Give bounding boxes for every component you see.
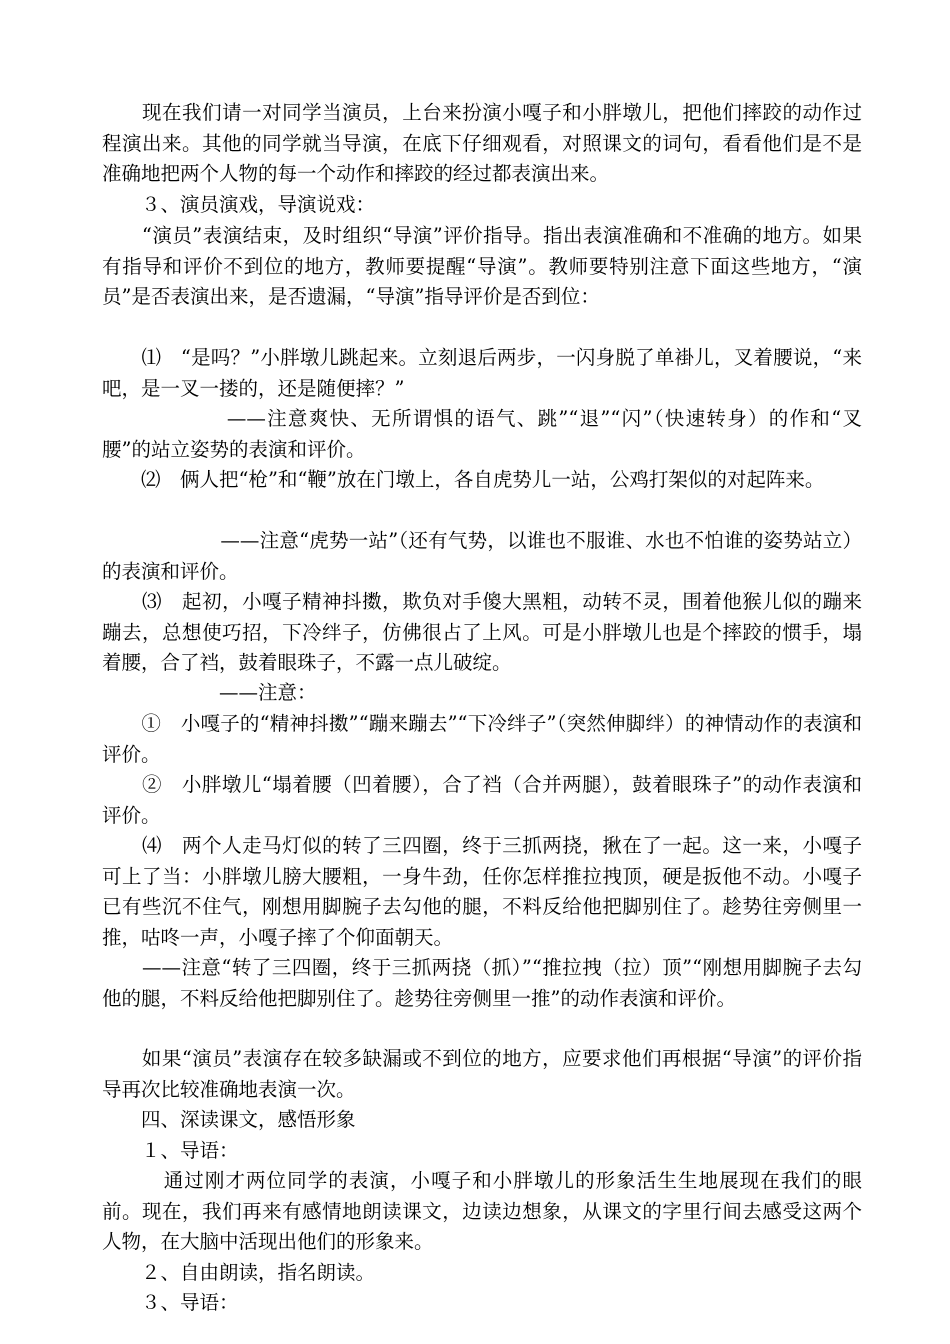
note-4: ——注意“转了三四圈，终于三抓两挠（抓）”“推拉拽（拉）顶”“刚想用脚腕子去勾他的腿，不料反给他把脚别住了。趁势往旁侧里一推”的动作表演和评价。 bbox=[102, 956, 862, 1010]
paragraph-evaluation: “演员”表演结束，及时组织“导演”评价指导。指出表演准确和不准确的地方。如果有指导和评价不到位的地方，教师要提醒“导演”。教师要特别注意下面这些地方，“演员”是否表演出来，是否遗漏，“导演”指导评价是否到位： bbox=[102, 224, 862, 308]
heading-step-3b: ３、导语： bbox=[102, 1291, 239, 1314]
paragraph-guide-1: 通过刚才两位同学的表演，小嘎子和小胖墩儿的形象活生生地展现在我们的眼前。现在，我们再来有感情地朗读课文，边读边想象，从课文的字里行间去感受这两个人物，在大脑中活现出他们的形象来。 bbox=[102, 1169, 862, 1253]
quote-4: ⑷ 两个人走马灯似的转了三四圈，终于三抓两挠，揪在了一起。这一来，小嘎子可上了当：小胖墩儿膀大腰粗，一身牛劲，任你怎样推拉拽顶，硬是扳他不动。小嘎子已有些沉不住气，刚想用脚腕子去勾他的腿，不料反给他把脚别住了。趁势往旁侧里一推，咕咚一声，小嘎子摔了个仰面朝天。 bbox=[102, 834, 862, 949]
paragraph-intro: 现在我们请一对同学当演员，上台来扮演小嘎子和小胖墩儿，把他们摔跤的动作过程演出来。其他的同学就当导演，在底下仔细观看，对照课文的词句，看看他们是不是准确地把两个人物的每一个动作和摔跤的经过都表演出来。 bbox=[102, 101, 862, 185]
quote-1: ⑴ “是吗？”小胖墩儿跳起来。立刻退后两步，一闪身脱了单褂儿，叉着腰说，“来吧，是一叉一搂的，还是随便摔？” bbox=[102, 346, 862, 400]
note-1: ——注意爽快、无所谓惧的语气、跳”“退”“闪”（快速转身）的作和“叉腰”的站立姿势的表演和评价。 bbox=[102, 407, 862, 461]
heading-step-1: １、导语： bbox=[102, 1139, 239, 1162]
note-3-item-2: ② 小胖墩儿“塌着腰（凹着腰），合了裆（合并两腿），鼓着眼珠子”的动作表演和评价。 bbox=[102, 773, 862, 827]
heading-step-2: ２、自由朗读，指名朗读。 bbox=[102, 1261, 376, 1284]
note-3-item-1: ① 小嘎子的“精神抖擞”“蹦来蹦去”“下冷绊子”（突然伸脚绊）的神情动作的表演和评价。 bbox=[102, 712, 862, 766]
note-3: ——注意： bbox=[102, 681, 317, 704]
heading-section-4: 四、深读课文，感悟形象 bbox=[102, 1108, 356, 1131]
note-2: ——注意“虎势一站”（还有气势，以谁也不服谁、水也不怕谁的姿势站立）的表演和评价。 bbox=[102, 529, 862, 583]
quote-2: ⑵ 俩人把“枪”和“鞭”放在门墩上，各自虎势儿一站，公鸡打架似的对起阵来。 bbox=[102, 468, 825, 491]
heading-step-3: ３、演员演戏，导演说戏： bbox=[102, 193, 376, 216]
paragraph-repeat: 如果“演员”表演存在较多缺漏或不到位的地方，应要求他们再根据“导演”的评价指导再次比较准确地表演一次。 bbox=[102, 1047, 862, 1101]
quote-3: ⑶ 起初，小嘎子精神抖擞，欺负对手傻大黑粗，动转不灵，围着他猴儿似的蹦来蹦去，总想使巧招，下冷绊子，仿佛很占了上风。可是小胖墩儿也是个摔跤的惯手，塌着腰，合了裆，鼓着眼珠子，不露一点儿破绽。 bbox=[102, 590, 862, 674]
